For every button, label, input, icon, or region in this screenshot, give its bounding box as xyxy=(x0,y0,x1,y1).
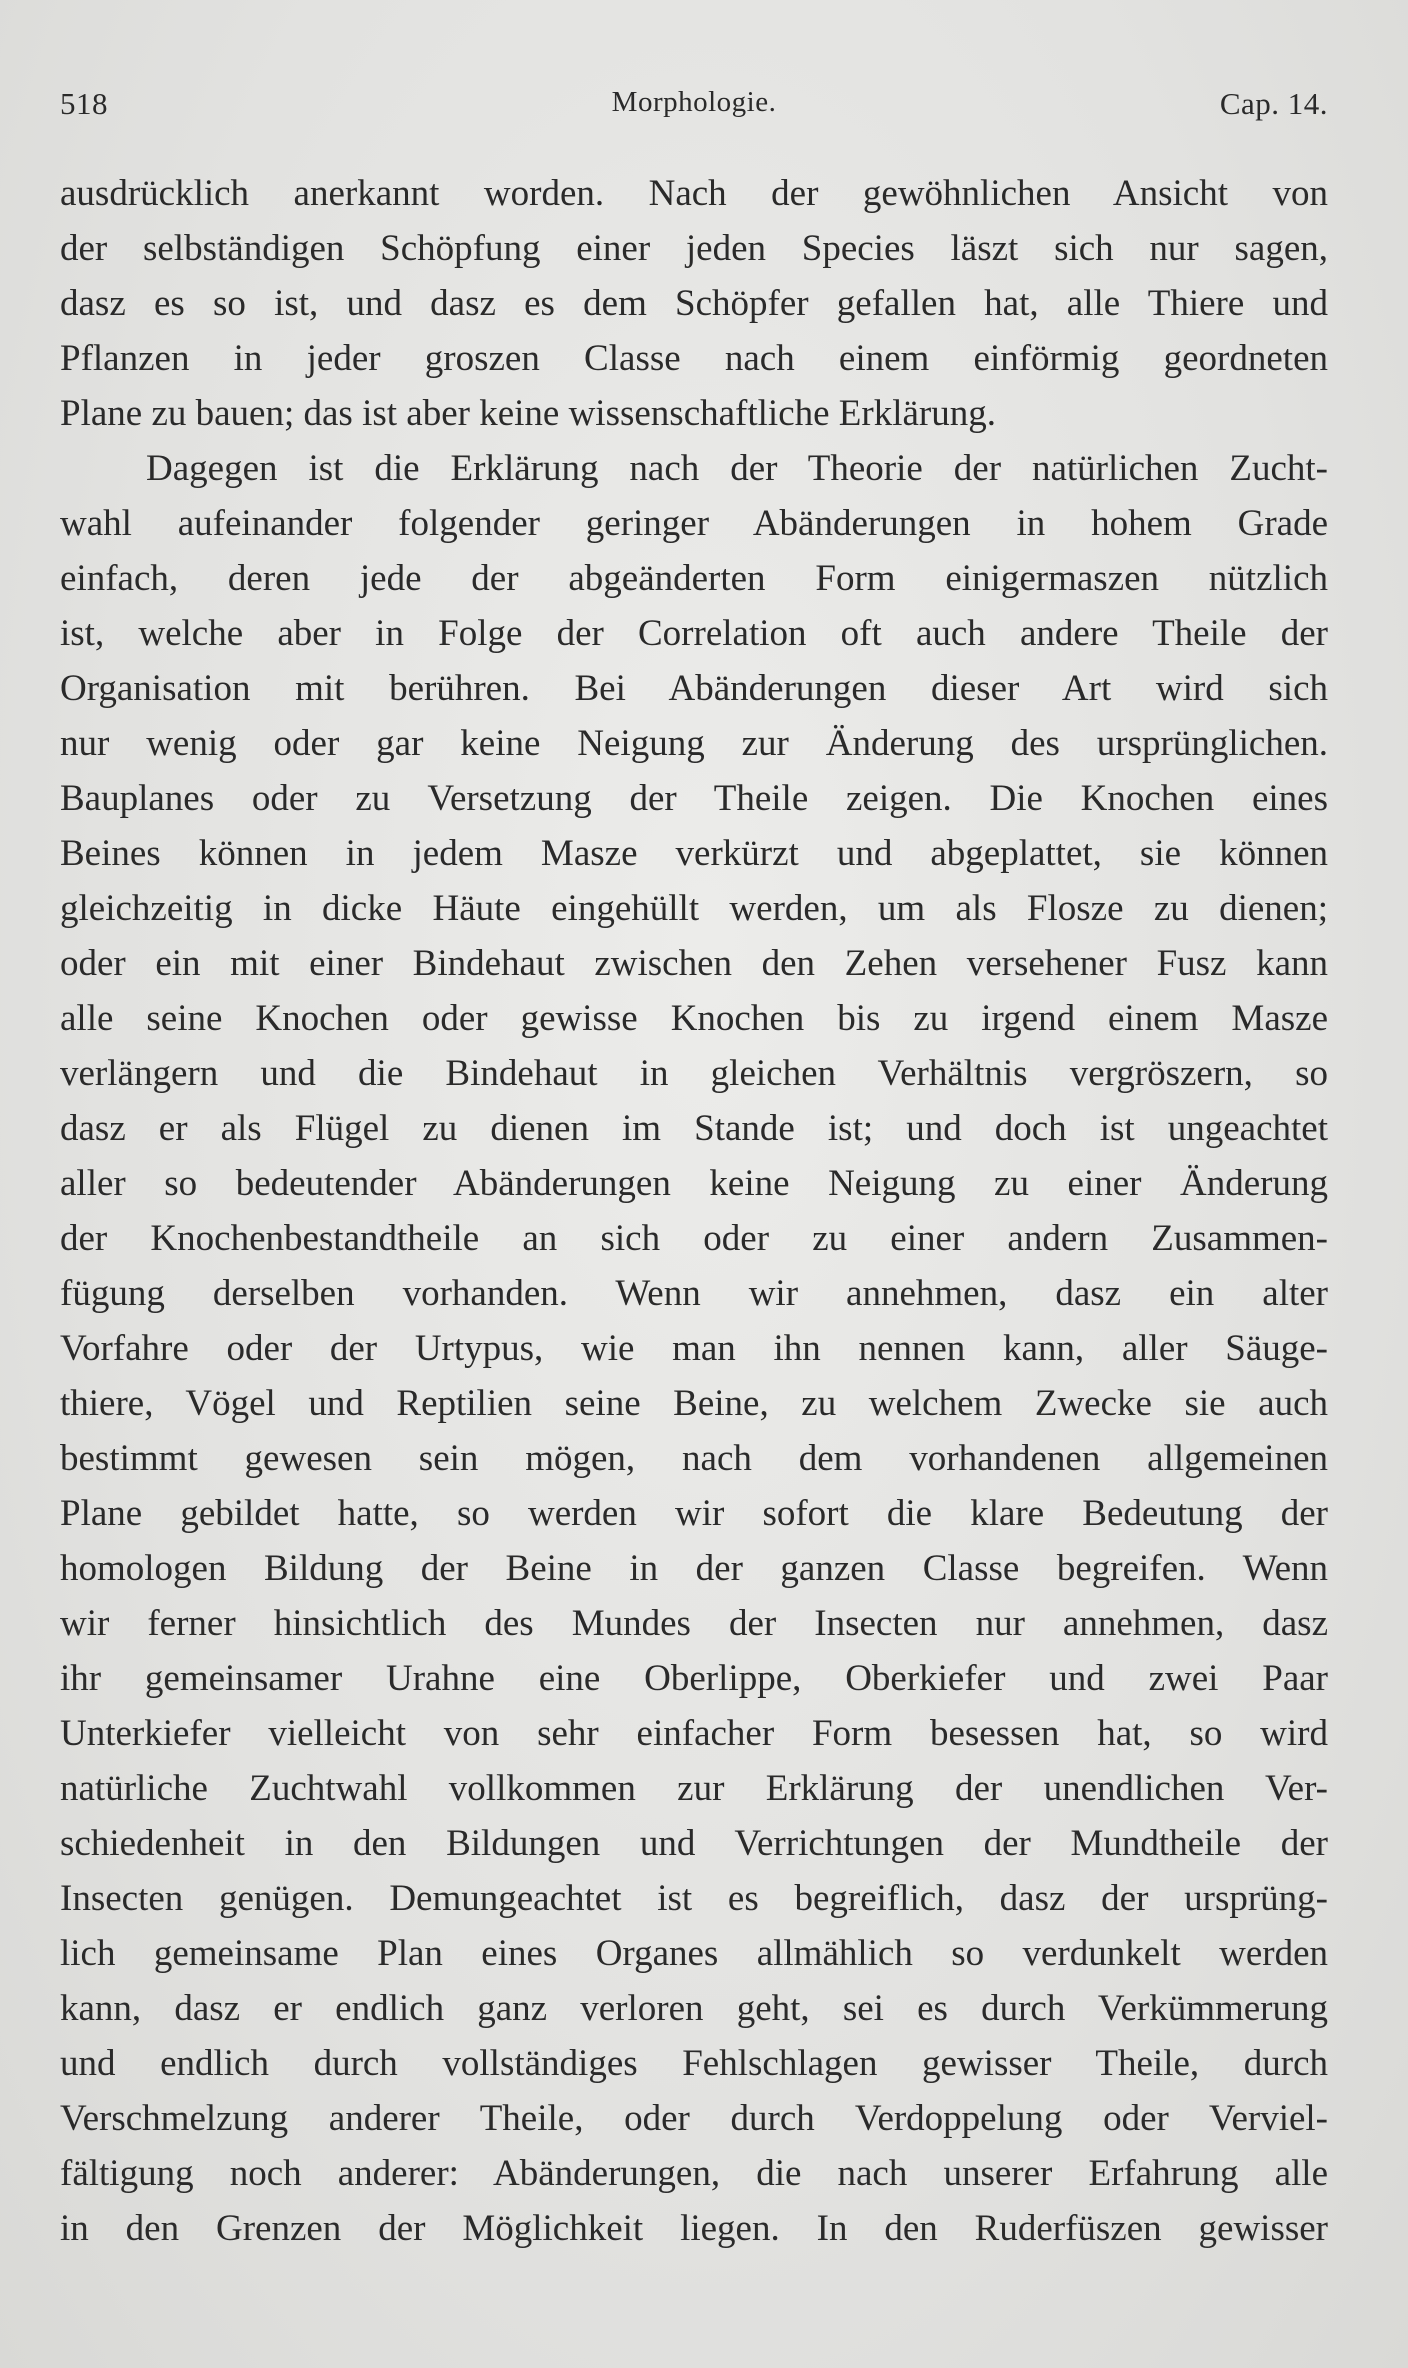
text-line: Verschmelzung anderer Theile, oder durch Verdoppelung oder Verviel- xyxy=(60,2098,1328,2139)
text-line: Plane zu bauen; das ist aber keine wissenschaftliche Erklärung. xyxy=(60,393,996,434)
text-line: fügung derselben vorhanden. Wenn wir annehmen, dasz ein alter xyxy=(60,1273,1328,1314)
text-line: bestimmt gewesen sein mögen, nach dem vorhandenen allgemeinen xyxy=(60,1438,1328,1479)
running-title: Morphologie. xyxy=(611,86,777,118)
paragraph xyxy=(60,441,1328,2256)
text-line: oder ein mit einer Bindehaut zwischen den Zehen versehener Fusz kann xyxy=(60,943,1328,984)
text-line: der Knochenbestandtheile an sich oder zu einer andern Zusammen- xyxy=(60,1218,1328,1259)
text-line: der selbständigen Schöpfung einer jeden Species läszt sich nur sagen, xyxy=(60,228,1328,269)
text-line: lich gemeinsame Plan eines Organes allmählich so verdunkelt werden xyxy=(60,1933,1328,1974)
body-text xyxy=(60,166,1328,2256)
text-line: ihr gemeinsamer Urahne eine Oberlippe, Oberkiefer und zwei Paar xyxy=(60,1658,1328,1699)
text-line: wir ferner hinsichtlich des Mundes der Insecten nur annehmen, dasz xyxy=(60,1603,1328,1644)
text-line: und endlich durch vollständiges Fehlschlagen gewisser Theile, durch xyxy=(60,2043,1328,2084)
text-line: ist, welche aber in Folge der Correlation oft auch andere Theile der xyxy=(60,613,1328,654)
text-line: Bauplanes oder zu Versetzung der Theile zeigen. Die Knochen eines xyxy=(60,778,1328,819)
text-line: nur wenig oder gar keine Neigung zur Änderung des ursprünglichen. xyxy=(60,723,1328,764)
text-line: verlängern und die Bindehaut in gleichen Verhältnis vergröszern, so xyxy=(60,1053,1328,1094)
text-line: natürliche Zuchtwahl vollkommen zur Erklärung der unendlichen Ver- xyxy=(60,1768,1328,1809)
text-line: gleichzeitig in dicke Häute eingehüllt werden, um als Flosze zu dienen; xyxy=(60,888,1328,929)
text-line: Dagegen ist die Erklärung nach der Theorie der natürlichen Zucht- xyxy=(146,448,1328,489)
text-line: Plane gebildet hatte, so werden wir sofort die klare Bedeutung der xyxy=(60,1493,1328,1534)
paragraph xyxy=(60,166,1328,441)
text-line: ausdrücklich anerkannt worden. Nach der gewöhnlichen Ansicht von xyxy=(60,173,1328,214)
text-line: dasz er als Flügel zu dienen im Stande ist; und doch ist ungeachtet xyxy=(60,1108,1328,1149)
text-line: fältigung noch anderer: Abänderungen, die nach unserer Erfahrung alle xyxy=(60,2153,1328,2194)
text-line: Vorfahre oder der Urtypus, wie man ihn nennen kann, aller Säuge- xyxy=(60,1328,1328,1369)
text-line: kann, dasz er endlich ganz verloren geht, sei es durch Verkümmerung xyxy=(60,1988,1328,2029)
text-line: wahl aufeinander folgender geringer Abänderungen in hohem Grade xyxy=(60,503,1328,544)
text-line: schiedenheit in den Bildungen und Verrichtungen der Mundtheile der xyxy=(60,1823,1328,1864)
chapter-label: Cap. 14. xyxy=(1219,86,1328,121)
text-line: homologen Bildung der Beine in der ganzen Classe begreifen. Wenn xyxy=(60,1548,1328,1589)
text-line: thiere, Vögel und Reptilien seine Beine, zu welchem Zwecke sie auch xyxy=(60,1383,1328,1424)
text-line: alle seine Knochen oder gewisse Knochen bis zu irgend einem Masze xyxy=(60,998,1328,1039)
text-line: Insecten genügen. Demungeachtet ist es begreiflich, dasz der ursprüng- xyxy=(60,1878,1328,1919)
text-line: einfach, deren jede der abgeänderten Form einigermaszen nützlich xyxy=(60,558,1328,599)
text-line: aller so bedeutender Abänderungen keine Neigung zu einer Änderung xyxy=(60,1163,1328,1204)
text-line: Pflanzen in jeder groszen Classe nach einem einförmig geordneten xyxy=(60,338,1328,379)
text-line: Organisation mit berühren. Bei Abänderungen dieser Art wird sich xyxy=(60,668,1328,709)
page-number: 518 xyxy=(60,86,108,121)
text-line: in den Grenzen der Möglichkeit liegen. In den Ruderfüszen gewisser xyxy=(60,2208,1328,2249)
text-line: dasz es so ist, und dasz es dem Schöpfer gefallen hat, alle Thiere und xyxy=(60,283,1328,324)
text-line: Beines können in jedem Masze verkürzt und abgeplattet, sie können xyxy=(60,833,1328,874)
page-header xyxy=(60,86,1328,136)
text-line: Unterkiefer vielleicht von sehr einfacher Form besessen hat, so wird xyxy=(60,1713,1328,1754)
